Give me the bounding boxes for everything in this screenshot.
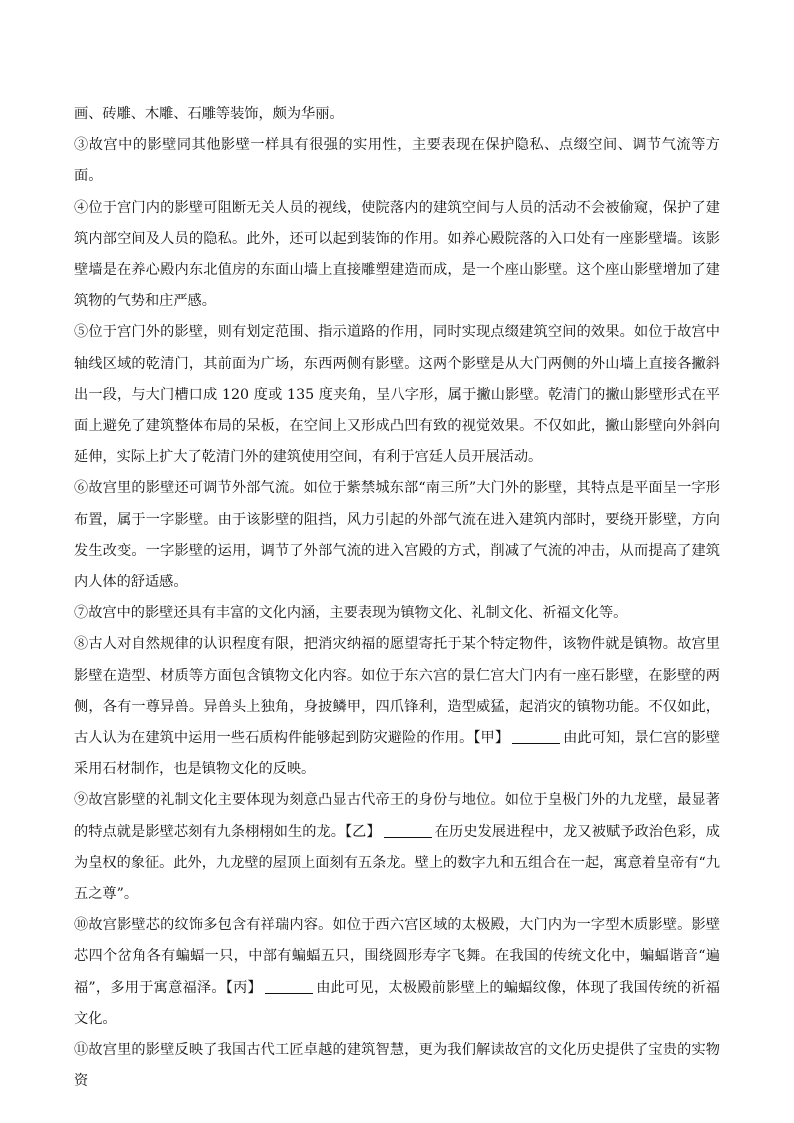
paragraph-3: ③故宫中的影壁同其他影壁一样具有很强的实用性，主要表现在保护隐私、点缀空间、调节气流等方面。: [74, 137, 720, 185]
paragraph-9-after-blank: 在历史发展进程中，龙又被赋予政治色彩，成为皇权的象征。此外，九龙壁的屋顶上面刻有五条龙。壁上的数字九和五组合在一起，寓意着皇帝有“九五之尊”。: [74, 823, 720, 903]
paragraph-10-after-blank: 由此可见，太极殿前影壁上的蝙蝠纹像，体现了我国传统的祈福文化。: [74, 979, 720, 1027]
paragraph-9: [74, 785, 720, 910]
paragraph-8: [74, 629, 720, 785]
answer-blank-jia: [512, 729, 560, 744]
paragraph-8-before-blank: ⑧古人对自然规律的认识程度有限，把消灾纳福的愿望寄托于某个特定物件，该物件就是镇物。故宫里影壁在造型、材质等方面包含镇物文化内容。如位于东六宫的景仁宫大门内有一座石影壁，在影壁的两侧，各有一尊异兽。异兽头上独角，身披鳞甲，四爪锋利，造型威猛，起消灾的镇物功能。不仅如此，古人认为在建筑中运用一些石质构件能够起到防灾避险的作用。【甲】: [74, 636, 720, 747]
paragraph-4: ④位于宫门内的影壁可阻断无关人员的视线，使院落内的建筑空间与人员的活动不会被偷窥，保护了建筑内部空间及人员的隐私。此外，还可以起到装饰的作用。如养心殿院落的入口处有一座影壁墙。该影壁墙是在养心殿内东北值房的东面山墙上直接雕塑建造而成，是一个座山影壁。这个座山影壁增加了建筑物的气势和庄严感。: [74, 199, 720, 310]
paragraph-11: ⑪故宫里的影壁反映了我国古代工匠卓越的建筑智慧，更为我们解读故宫的文化历史提供了宝贵的实物资: [74, 1042, 720, 1090]
answer-blank-bing: [265, 979, 313, 994]
paragraph-continued: 画、砖雕、木雕、石雕等装饰，颇为华丽。: [74, 106, 344, 122]
paragraph-6: ⑥故宫里的影壁还可调节外部气流。如位于紫禁城东部“南三所”大门外的影壁，其特点是平面呈一字形布置，属于一字影壁。由于该影壁的阻挡，风力引起的外部气流在进入建筑内部时，要绕开影壁，方向发生改变。一字影壁的运用，调节了外部气流的进入宫殿的方式，削减了气流的冲击，从而提高了建筑内人体的舒适感。: [74, 480, 720, 591]
paragraph-7: ⑦故宫中的影壁还具有丰富的文化内涵，主要表现为镇物文化、礼制文化、祈福文化等。: [74, 605, 628, 622]
paragraph-8-after-blank: 由此可知，景仁宫的影壁采用石材制作，也是镇物文化的反映。: [74, 730, 720, 778]
paragraph-5: ⑤位于宫门外的影壁，则有划定范围、指示道路的作用，同时实现点缀建筑空间的效果。如位于故宫中轴线区域的乾清门，其前面为广场，东西两侧有影壁。这两个影壁是从大门两侧的外山墙上直接各撇斜出一段，与大门槽口成 120 度或 135 度夹角，呈八字形，属于撇山影壁。乾清门的撇山影壁形式在平面上避免了建筑整体布局的呆板，在空间上又形成凸凹有致的视觉效果。不仅如此，撇山影壁向外斜向延伸，实际上扩大了乾清门外的建筑使用空间，有利于宫廷人员开展活动。: [74, 324, 720, 466]
article-body: [74, 99, 720, 1098]
paragraph-9-before-blank: ⑨故宫影壁的礼制文化主要体现为刻意凸显古代帝王的身份与地位。如位于皇极门外的九龙壁，最显著的特点就是影壁芯刻有九条栩栩如生的龙。【乙】: [74, 792, 720, 840]
paragraph-10: [74, 910, 720, 1035]
answer-blank-yi: [384, 823, 432, 838]
paragraph-10-before-blank: ⑩故宫影壁芯的纹饰多包含有祥瑞内容。如位于西六宫区域的太极殿，大门内为一字型木质影壁。影壁芯四个岔角各有蝙蝠一只，中部有蝙蝠五只，围绕圆形寿字飞舞。在我国的传统文化中，蝙蝠谐音“遍福”，多用于寓意福泽。【丙】: [74, 917, 720, 996]
